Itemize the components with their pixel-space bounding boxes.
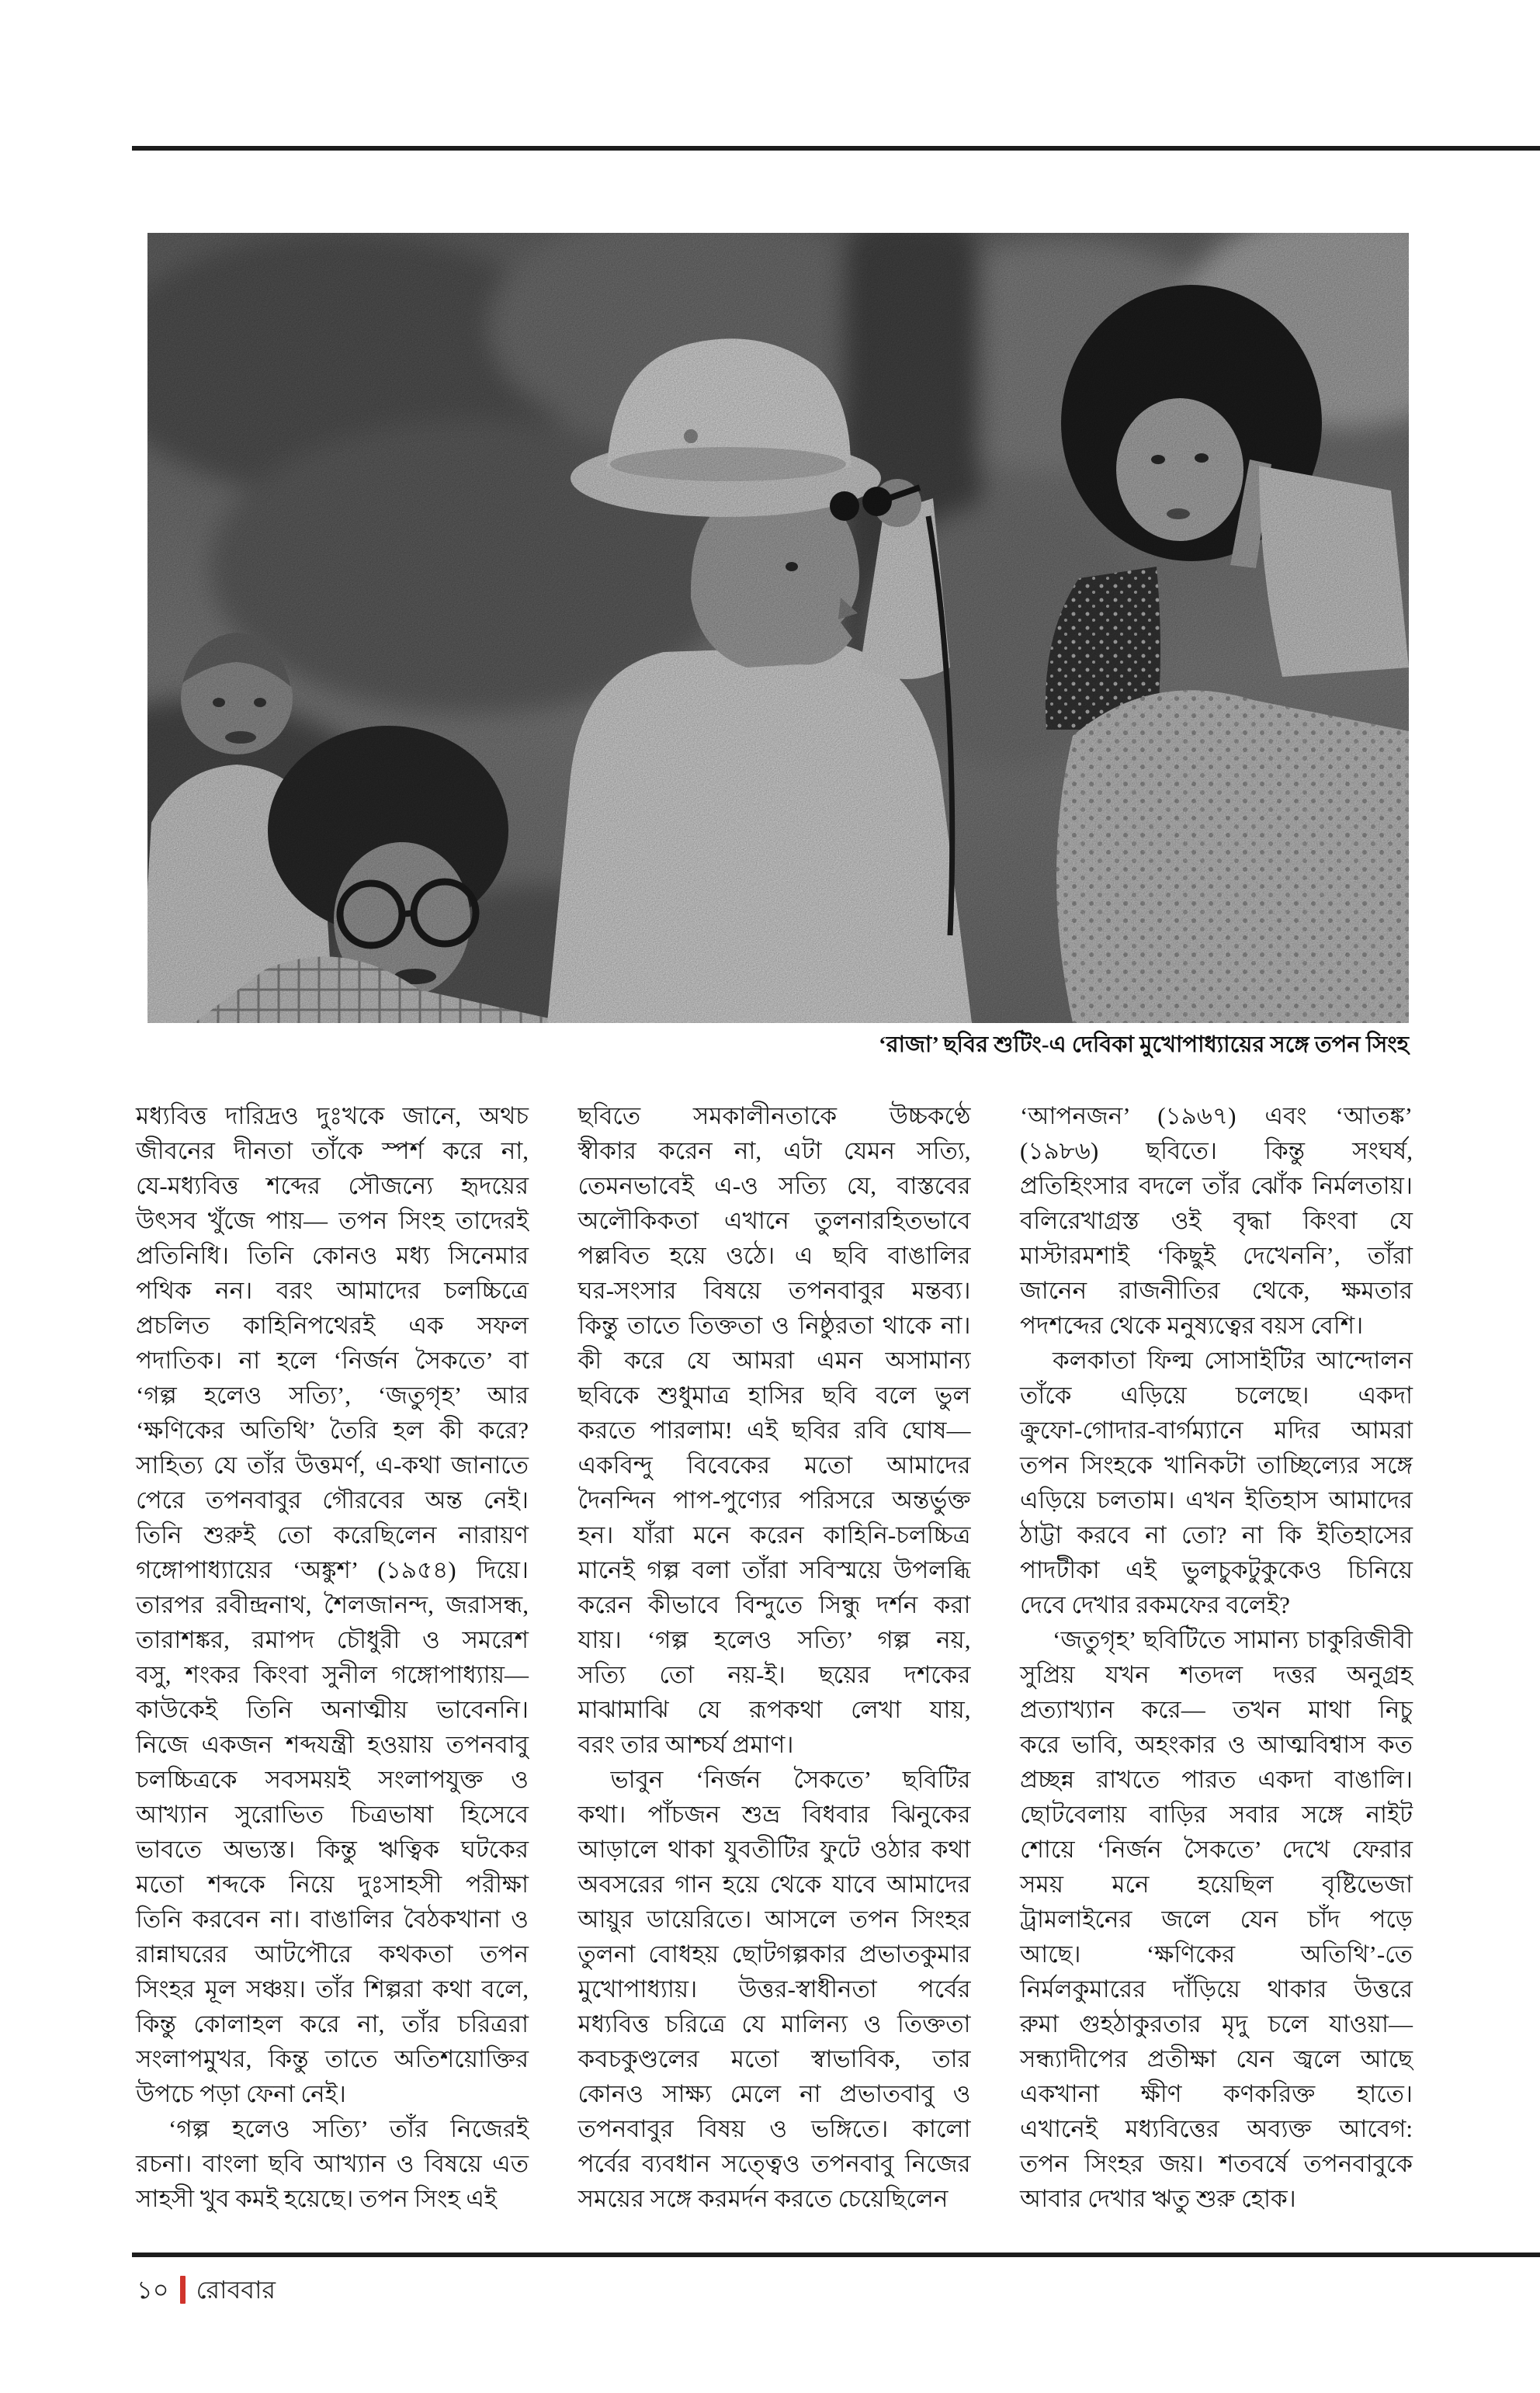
text-line: যায়। ‘গল্প হলেও সত্যি’ গল্প নয়, <box>578 1626 971 1653</box>
text-line: ‘ক্ষণিকের অতিথি’ তৈরি হল কী করে? <box>136 1417 529 1444</box>
text-line: মধ্যবিত্ত দারিদ্রও দুঃখকে জানে, অথচ <box>136 1102 529 1129</box>
text-line: কিন্তু তাতে তিক্ততা ও নিষ্ঠুরতা থাকে না। <box>578 1312 971 1339</box>
bottom-rule <box>132 2253 1540 2257</box>
text-line: পর্বের ব্যবধান সত্ত্বেও তপনবাবু নিজের <box>578 2150 971 2177</box>
text-line: আড়ালে থাকা যুবতীটির ফুটে ওঠার কথা <box>578 1836 971 1863</box>
text-line: কথা। পাঁচজন শুভ্র বিধবার ঝিনুকের <box>578 1801 971 1828</box>
text-line: সময় মনে হয়েছিল বৃষ্টিভেজা <box>1020 1871 1413 1898</box>
film-still-photo <box>147 233 1409 1023</box>
text-line: সংলাপমুখর, কিন্তু তাতে অতিশয়োক্তির <box>136 2045 529 2072</box>
text-line: আছে। ‘ক্ষণিকের অতিথি’-তে <box>1020 1940 1413 1968</box>
text-line: এখানেই মধ্যবিত্তের অব্যক্ত আবেগ: <box>1020 2115 1413 2142</box>
text-line: তিনি শুরুই তো করেছিলেন নারায়ণ <box>136 1521 529 1549</box>
page-number: ১০ <box>137 2276 169 2304</box>
text-line: নির্মলকুমারের দাঁড়িয়ে থাকার উত্তরে <box>1020 1975 1413 2003</box>
text-line: ‘গল্প হলেও সত্যি’ তাঁর নিজেরই <box>168 2115 529 2142</box>
paragraph <box>578 1762 971 2216</box>
text-line: এড়িয়ে চলতাম। এখন ইতিহাস আমাদের <box>1020 1486 1413 1514</box>
text-line: সিংহর মূল সঞ্চয়। তাঁর শিল্পরা কথা বলে, <box>136 1975 529 2003</box>
text-line: স্বীকার করেন না, এটা যেমন সত্যি, <box>578 1137 971 1164</box>
text-line: রান্নাঘরের আটপৌরে কথকতা তপন <box>136 1940 529 1968</box>
text-line: ছবিতে সমকালীনতাকে উচ্চকণ্ঠে <box>578 1102 971 1129</box>
text-line: তপন সিংহকে খানিকটা তাচ্ছিল্যের সঙ্গে <box>1020 1451 1413 1479</box>
text-line: ক্রুফো-গোদার-বার্গম্যানে মদির আমরা <box>1020 1417 1413 1444</box>
text-line: পদাতিক। না হলে ‘নির্জন সৈকতে’ বা <box>136 1347 529 1374</box>
text-line: প্রতিনিধি। তিনি কোনও মধ্য সিনেমার <box>136 1242 529 1269</box>
text-line: ছবিকে শুধুমাত্র হাসির ছবি বলে ভুল <box>578 1382 971 1409</box>
text-line: শোয়ে ‘নির্জন সৈকতে’ দেখে ফেরার <box>1020 1836 1413 1863</box>
top-rule <box>132 146 1540 151</box>
text-line: ‘জতুগৃহ’ ছবিটিতে সামান্য চাকুরিজীবী <box>1053 1626 1413 1653</box>
text-line: সুপ্রিয় যখন শতদল দত্তর অনুগ্রহ <box>1020 1661 1413 1688</box>
text-line: তেমনভাবেই এ-ও সত্যি যে, বাস্তবের <box>578 1172 971 1199</box>
film-still-illustration <box>147 233 1409 1023</box>
text-line: প্রচ্ছন্ন রাখতে পারত একদা বাঙালি। <box>1020 1766 1413 1793</box>
paragraph <box>136 2111 529 2216</box>
text-line: হন। যাঁরা মনে করেন কাহিনি-চলচ্চিত্র <box>578 1521 971 1549</box>
text-line: পল্লবিত হয়ে ওঠে। এ ছবি বাঙালির <box>578 1242 971 1269</box>
text-line: ট্রামলাইনের জলে যেন চাঁদ পড়ে <box>1020 1906 1413 1933</box>
text-line: করেন কীভাবে বিন্দুতে সিন্ধু দর্শন করা <box>578 1591 971 1618</box>
photo-caption: ‘রাজা’ ছবির শুটিং-এ দেবিকা মুখোপাধ্যায়ের সঙ্গে তপন সিংহ <box>878 1032 1409 1057</box>
text-line: ভাবুন ‘নির্জন সৈকতে’ ছবিটির <box>610 1766 971 1793</box>
text-line: পদশব্দের থেকে মনুষ্যত্বের বয়স বেশি। <box>1020 1312 1364 1339</box>
text-line: উৎসব খুঁজে পায়— তপন সিংহ তাদেরই <box>136 1207 529 1234</box>
text-line: কলকাতা ফিল্ম সোসাইটির আন্দোলন <box>1053 1347 1413 1374</box>
text-line: অলৌকিকতা এখানে তুলনারহিতভাবে <box>578 1207 971 1234</box>
text-line: বসু, শংকর কিংবা সুনীল গঙ্গোপাধ্যায়— <box>136 1661 529 1688</box>
text-line: পাদটীকা এই ভুলচুকটুকুকেও চিনিয়ে <box>1020 1556 1413 1583</box>
article-column-2 <box>578 1098 971 2216</box>
text-line: রচনা। বাংলা ছবি আখ্যান ও বিষয়ে এত <box>136 2150 529 2177</box>
text-line: চলচ্চিত্রকে সবসময়ই সংলাপযুক্ত ও <box>136 1766 529 1793</box>
text-line: বরং তার আশ্চর্য প্রমাণ। <box>578 1731 794 1758</box>
text-line: উপচে পড়া ফেনা নেই। <box>136 2080 346 2107</box>
text-line: ‘আপনজন’ (১৯৬৭) এবং ‘আতঙ্ক’ <box>1020 1102 1413 1129</box>
article-column-3 <box>1020 1098 1413 2216</box>
text-line: তাঁকে এড়িয়ে চলেছে। একদা <box>1020 1382 1413 1409</box>
text-line: সময়ের সঙ্গে করমর্দন করতে চেয়েছিলেন <box>578 2185 949 2212</box>
text-line: ঠাট্টা করবে না তো? না কি ইতিহাসের <box>1020 1521 1413 1549</box>
text-line: আবার দেখার ঋতু শুরু হোক। <box>1020 2185 1296 2212</box>
publication-name: রোববার <box>196 2276 276 2304</box>
text-line: জীবনের দীনতা তাঁকে স্পর্শ করে না, <box>136 1137 529 1164</box>
text-line: তারপর রবীন্দ্রনাথ, শৈলজানন্দ, জরাসন্ধ, <box>136 1591 529 1618</box>
text-line: মাঝামাঝি যে রূপকথা লেখা যায়, <box>578 1696 971 1723</box>
paragraph <box>1020 1622 1413 2216</box>
text-line: দৈনন্দিন পাপ-পুণ্যের পরিসরে অন্তর্ভুক্ত <box>578 1486 971 1514</box>
footer-separator <box>180 2276 186 2304</box>
text-line: নিজে একজন শব্দযন্ত্রী হওয়ায় তপনবাবু <box>136 1731 529 1758</box>
text-line: তিনি করবেন না। বাঙালির বৈঠকখানা ও <box>136 1906 529 1933</box>
text-line: পেরে তপনবাবুর গৌরবের অন্ত নেই। <box>136 1486 529 1514</box>
text-line: সাহিত্য যে তাঁর উত্তমর্ণ, এ-কথা জানাতে <box>136 1451 529 1479</box>
text-line: কাউকেই তিনি অনাত্মীয় ভাবেননি। <box>136 1696 529 1723</box>
text-line: প্রত্যাখ্যান করে— তখন মাথা নিচু <box>1020 1696 1413 1723</box>
text-line: রুমা গুহঠাকুরতার মৃদু চলে যাওয়া— <box>1020 2010 1413 2038</box>
text-line: ভাবতে অভ্যস্ত। কিন্তু ঋত্বিক ঘটকের <box>136 1836 529 1863</box>
text-line: মতো শব্দকে নিয়ে দুঃসাহসী পরীক্ষা <box>136 1871 529 1898</box>
text-line: ছোটবেলায় বাড়ির সবার সঙ্গে নাইট <box>1020 1801 1413 1828</box>
text-line: প্রচলিত কাহিনিপথেরই এক সফল <box>136 1312 529 1339</box>
text-line: ঘর-সংসার বিষয়ে তপনবাবুর মন্তব্য। <box>578 1277 971 1304</box>
text-line: মধ্যবিত্ত চরিত্রে যে মালিন্য ও তিক্ততা <box>578 2010 971 2038</box>
text-line: ‘গল্প হলেও সত্যি’, ‘জতুগৃহ’ আর <box>136 1382 529 1409</box>
text-line: একখানা ক্ষীণ কণকরিক্ত হাতে। <box>1020 2080 1413 2107</box>
text-line: করে ভাবি, অহংকার ও আত্মবিশ্বাস কত <box>1020 1731 1413 1758</box>
text-line: জানেন রাজনীতির থেকে, ক্ষমতার <box>1020 1277 1413 1304</box>
text-line: কিন্তু কোলাহল করে না, তাঁর চরিত্ররা <box>136 2010 529 2038</box>
text-line: কোনও সাক্ষ্য মেলে না প্রভাতবাবু ও <box>578 2080 971 2107</box>
text-line: তপন সিংহর জয়। শতবর্ষে তপনবাবুকে <box>1020 2150 1413 2177</box>
text-line: প্রতিহিংসার বদলে তাঁর ঝোঁক নির্মলতায়। <box>1020 1172 1413 1199</box>
article-column-1 <box>136 1098 529 2216</box>
text-line: কবচকুণ্ডলের মতো স্বাভাবিক, তার <box>578 2045 971 2072</box>
text-line: সত্যি তো নয়-ই। ছয়ের দশকের <box>578 1661 971 1688</box>
text-line: সন্ধ্যাদীপের প্রতীক্ষা যেন জ্বলে আছে <box>1020 2045 1413 2072</box>
page-footer <box>137 2273 276 2307</box>
text-line: আয়ুর ডায়েরিতে। আসলে তপন সিংহর <box>578 1906 971 1933</box>
paragraph <box>136 1098 529 2111</box>
text-line: পথিক নন। বরং আমাদের চলচ্চিত্রে <box>136 1277 529 1304</box>
text-line: তুলনা বোধহয় ছোটগল্পকার প্রভাতকুমার <box>578 1940 971 1968</box>
text-line: মুখোপাধ্যায়। উত্তর-স্বাধীনতা পর্বের <box>578 1975 971 2003</box>
text-line: করতে পারলাম! এই ছবির রবি ঘোষ— <box>578 1417 971 1444</box>
text-line: মাস্টারমশাই ‘কিছুই দেখেননি’, তাঁরা <box>1020 1242 1413 1269</box>
paragraph <box>1020 1343 1413 1622</box>
text-line: অবসরের গান হয়ে থেকে যাবে আমাদের <box>578 1871 971 1898</box>
text-line: একবিন্দু বিবেকের মতো আমাদের <box>578 1451 971 1479</box>
text-line: যে-মধ্যবিত্ত শব্দের সৌজন্যে হৃদয়ের <box>136 1172 529 1199</box>
text-line: বলিরেখাগ্রস্ত ওই বৃদ্ধা কিংবা যে <box>1020 1207 1413 1234</box>
text-line: তারাশঙ্কর, রমাপদ চৌধুরী ও সমরেশ <box>136 1626 529 1653</box>
text-line: সাহসী খুব কমই হয়েছে। তপন সিংহ এই <box>136 2185 498 2212</box>
article-body <box>136 1098 1413 2216</box>
text-line: মানেই গল্প বলা তাঁরা সবিস্ময়ে উপলব্ধি <box>578 1556 971 1583</box>
text-line: (১৯৮৬) ছবিতে। কিন্তু সংঘর্ষ, <box>1020 1137 1413 1164</box>
text-line: কী করে যে আমরা এমন অসামান্য <box>578 1347 971 1374</box>
text-line: আখ্যান সুরোভিত চিত্রভাষা হিসেবে <box>136 1801 529 1828</box>
text-line: দেবে দেখার রকমফের বলেই? <box>1020 1591 1290 1618</box>
text-line: তপনবাবুর বিষয় ও ভঙ্গিতে। কালো <box>578 2115 971 2142</box>
paragraph <box>1020 1098 1413 1343</box>
text-line: গঙ্গোপাধ্যায়ের ‘অঙ্কুশ’ (১৯৫৪) দিয়ে। <box>136 1556 529 1583</box>
paragraph <box>578 1098 971 1762</box>
